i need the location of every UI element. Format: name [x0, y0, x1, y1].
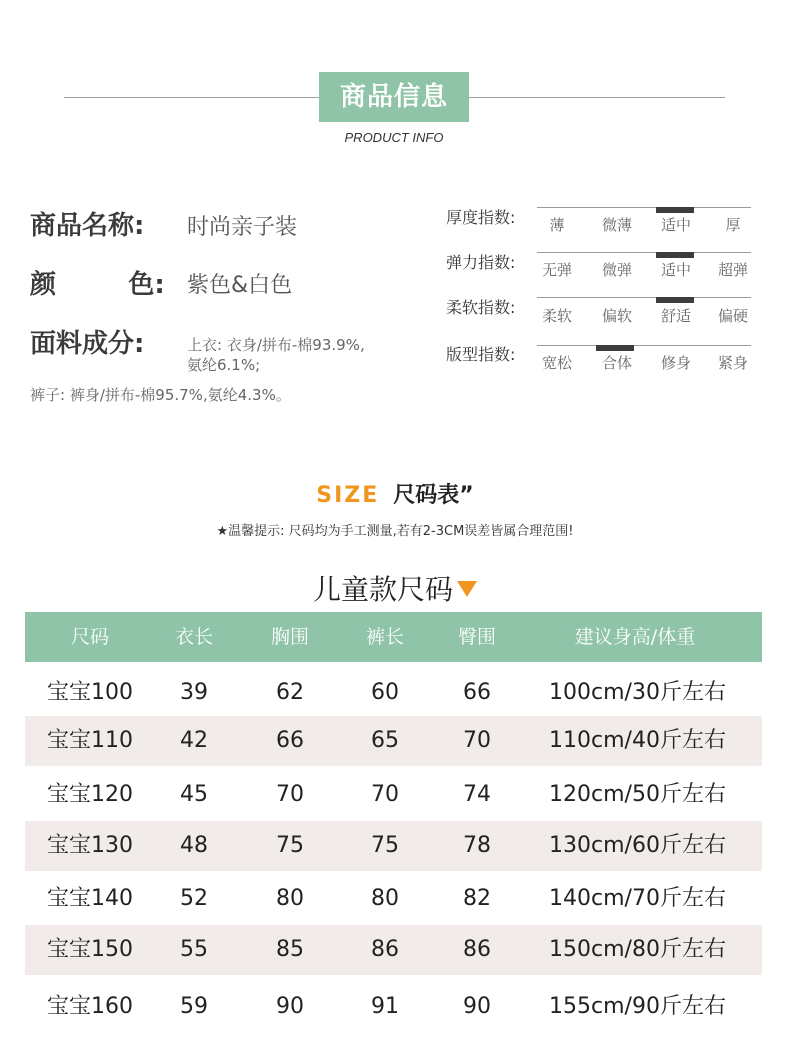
cell-chest: 66: [276, 728, 304, 753]
cell-size: 宝宝130: [47, 833, 133, 858]
table-row: [25, 716, 762, 766]
index-option: 宽松: [541, 354, 572, 372]
index-option: 适中: [660, 261, 691, 279]
index-marker-elasticity: [656, 252, 694, 258]
cell-pants-length: 80: [371, 886, 399, 911]
section-subtitle: PRODUCT INFO: [344, 130, 444, 145]
index-label-softness: 柔软指数:: [446, 298, 516, 317]
index-option: 超弹: [717, 261, 748, 279]
cell-length: 45: [180, 782, 208, 807]
size-chart-heading: [0, 478, 790, 509]
index-marker-fit: [596, 345, 634, 351]
measurement-tip: ★温馨提示: 尺码均为手工测量,若有2-3CM误差皆属合理范围!: [216, 524, 574, 539]
cell-hip: 78: [463, 833, 491, 858]
cell-pants-length: 70: [371, 782, 399, 807]
size-heading-zh: 尺码表”: [393, 483, 474, 508]
cell-size: 宝宝160: [47, 994, 133, 1019]
index-option: 微弹: [601, 261, 632, 279]
index-option: 修身: [660, 354, 691, 372]
header-hip: 臀围: [457, 626, 496, 648]
cell-height-weight: 100cm/30斤左右: [549, 680, 726, 705]
cell-pants-length: 60: [371, 680, 399, 705]
section-title: 商品信息: [319, 72, 469, 122]
cell-hip: 86: [463, 937, 491, 962]
index-label-thickness: 厚度指数:: [446, 208, 516, 227]
cell-chest: 70: [276, 782, 304, 807]
cell-height-weight: 150cm/80斤左右: [549, 937, 726, 962]
index-marker-softness: [656, 297, 694, 303]
cell-chest: 90: [276, 994, 304, 1019]
product-color-label: 颜 色:: [30, 270, 165, 300]
index-option: 紧身: [717, 354, 748, 372]
index-line-fit: [537, 345, 751, 346]
index-label-fit: 版型指数:: [446, 345, 516, 364]
index-line-elasticity: [537, 252, 751, 253]
header-pants-length: 裤长: [365, 626, 404, 648]
table-row: [25, 821, 762, 871]
cell-pants-length: 91: [371, 994, 399, 1019]
table-row: [25, 874, 762, 924]
cell-pants-length: 75: [371, 833, 399, 858]
index-option: 微薄: [601, 216, 632, 234]
cell-length: 39: [180, 680, 208, 705]
size-table-header: [25, 612, 762, 662]
cell-height-weight: 130cm/60斤左右: [549, 833, 726, 858]
cell-hip: 90: [463, 994, 491, 1019]
index-line-thickness: [537, 207, 751, 208]
index-option: 无弹: [541, 261, 572, 279]
header-size: 尺码: [70, 626, 109, 648]
fabric-label: 面料成分:: [30, 329, 145, 359]
cell-height-weight: 140cm/70斤左右: [549, 886, 726, 911]
cell-height-weight: 120cm/50斤左右: [549, 782, 726, 807]
cell-size: 宝宝150: [47, 937, 133, 962]
fabric-line-pants: 裤子: 裤身/拼布-棉95.7%,氨纶4.3%。: [30, 386, 291, 404]
cell-height-weight: 110cm/40斤左右: [549, 728, 726, 753]
cell-pants-length: 65: [371, 728, 399, 753]
cell-length: 59: [180, 994, 208, 1019]
index-option: 偏硬: [717, 307, 748, 325]
cell-length: 55: [180, 937, 208, 962]
index-label-elasticity: 弹力指数:: [446, 253, 516, 272]
cell-size: 宝宝140: [47, 886, 133, 911]
cell-hip: 66: [463, 680, 491, 705]
header-chest: 胸围: [270, 626, 309, 648]
header-rule-right: [469, 97, 725, 98]
triangle-down-icon: [457, 581, 477, 597]
fabric-line-top-cont: 氨纶6.1%;: [187, 356, 261, 374]
cell-pants-length: 86: [371, 937, 399, 962]
index-option: 合体: [601, 354, 632, 372]
cell-chest: 85: [276, 937, 304, 962]
product-name-label: 商品名称:: [30, 211, 145, 241]
cell-size: 宝宝110: [47, 728, 133, 753]
index-option: 舒适: [660, 307, 691, 325]
header-rule-left: [64, 97, 319, 98]
header-height-weight: 建议身高/体重: [574, 626, 696, 648]
index-option: 薄: [549, 216, 565, 234]
cell-length: 48: [180, 833, 208, 858]
cell-chest: 75: [276, 833, 304, 858]
cell-size: 宝宝100: [47, 680, 133, 705]
table-row: [25, 668, 762, 718]
kids-size-title-text: 儿童款尺码: [312, 573, 453, 606]
cell-hip: 82: [463, 886, 491, 911]
table-row: [25, 770, 762, 820]
cell-chest: 62: [276, 680, 304, 705]
index-marker-thickness: [656, 207, 694, 213]
header-length: 衣长: [174, 626, 213, 648]
cell-hip: 70: [463, 728, 491, 753]
index-option: 柔软: [541, 307, 572, 325]
fabric-line-top: 上衣: 衣身/拼布-棉93.9%,: [187, 336, 365, 354]
index-option: 偏软: [601, 307, 632, 325]
cell-hip: 74: [463, 782, 491, 807]
index-line-softness: [537, 297, 751, 298]
cell-length: 52: [180, 886, 208, 911]
cell-size: 宝宝120: [47, 782, 133, 807]
size-heading-en: SIZE: [316, 483, 380, 508]
product-name-value: 时尚亲子装: [187, 215, 298, 240]
cell-chest: 80: [276, 886, 304, 911]
cell-length: 42: [180, 728, 208, 753]
table-row: [25, 925, 762, 975]
kids-size-title: [0, 568, 790, 608]
cell-height-weight: 155cm/90斤左右: [549, 994, 726, 1019]
index-option: 适中: [660, 216, 691, 234]
index-option: 厚: [725, 216, 741, 234]
table-row: [25, 982, 762, 1032]
product-color-value: 紫色&白色: [187, 273, 293, 298]
